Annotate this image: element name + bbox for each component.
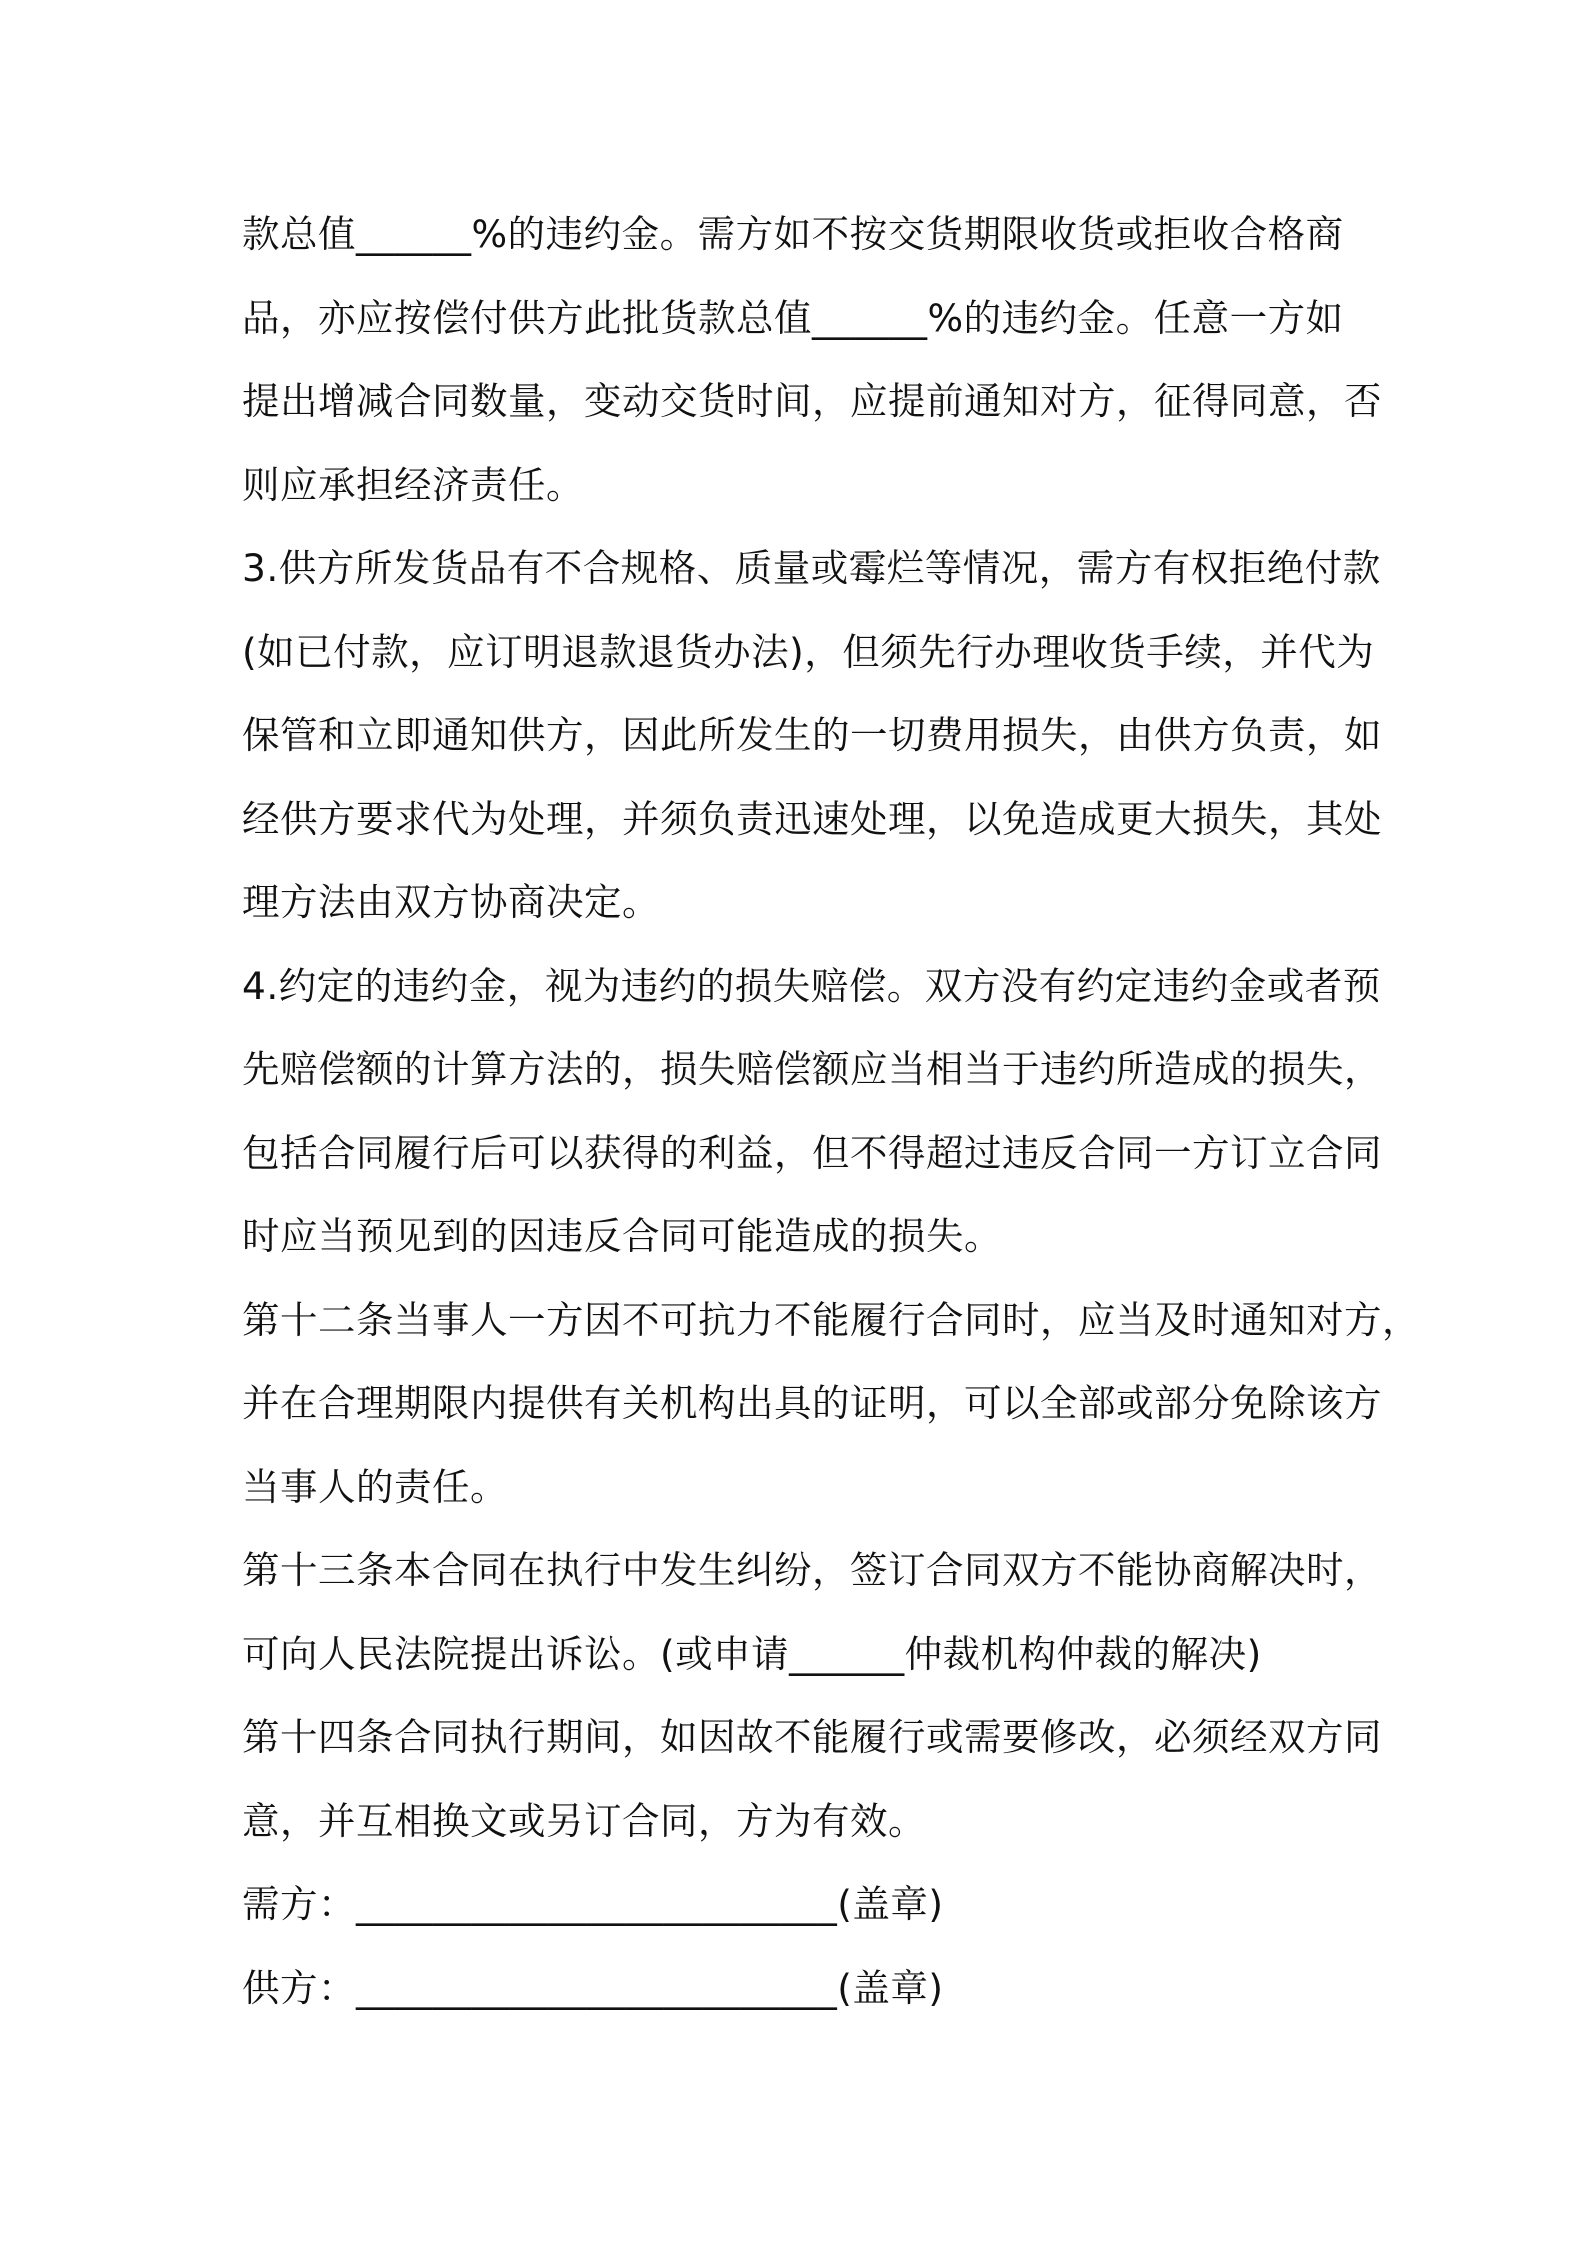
- text-line: 提出增减合同数量，变动交货时间，应提前通知对方，征得同意，否: [242, 379, 1382, 423]
- article-13-line: 第十三条本合同在执行中发生纠纷，签订合同双方不能协商解决时，: [242, 1548, 1382, 1592]
- text-line: 则应承担经济责任。: [242, 462, 584, 507]
- text-line: 可向人民法院提出诉讼。(或申请______仲裁机构仲裁的解决): [242, 1631, 1262, 1676]
- text-line: 意，并互相换文或另订合同，方为有效。: [242, 1798, 926, 1843]
- text-line: (如已付款，应订明退款退货办法)，但须先行办理收货手续，并代为: [242, 629, 1375, 674]
- text-line: 并在合理期限内提供有关机构出具的证明，可以全部或部分免除该方: [242, 1381, 1382, 1425]
- article-12-line: 第十二条当事人一方因不可抗力不能履行合同时，应当及时通知对方，: [242, 1297, 1420, 1342]
- text-line: 经供方要求代为处理，并须负责迅速处理，以免造成更大损失，其处: [242, 796, 1382, 841]
- text-line: 时应当预见到的因违反合同可能造成的损失。: [242, 1214, 1002, 1258]
- text-line: 理方法由双方协商决定。: [242, 880, 660, 924]
- supplier-signature-line: 供方：_________________________(盖章): [242, 1965, 944, 2010]
- clause-3-line: 3.供方所发货品有不合规格、质量或霉烂等情况，需方有权拒绝付款: [242, 546, 1381, 590]
- article-14-line: 第十四条合同执行期间，如因故不能履行或需要修改，必须经双方同: [242, 1715, 1382, 1759]
- clause-4-line: 4.约定的违约金，视为违约的损失赔偿。双方没有约定违约金或者预: [242, 963, 1381, 1008]
- text-line: 先赔偿额的计算方法的，损失赔偿额应当相当于违约所造成的损失，: [242, 1047, 1382, 1091]
- contract-text: [242, 193, 1420, 2030]
- text-line: 保管和立即通知供方，因此所发生的一切费用损失，由供方负责，如: [242, 713, 1382, 757]
- text-line: 款总值______%的违约金。需方如不按交货期限收货或拒收合格商: [242, 212, 1344, 256]
- buyer-signature-line: 需方：_________________________(盖章): [242, 1882, 944, 1926]
- text-line: 品，亦应按偿付供方此批货款总值______%的违约金。任意一方如: [242, 295, 1344, 340]
- text-line: 包括合同履行后可以获得的利益，但不得超过违反合同一方订立合同: [242, 1130, 1382, 1175]
- text-line: 当事人的责任。: [242, 1464, 508, 1509]
